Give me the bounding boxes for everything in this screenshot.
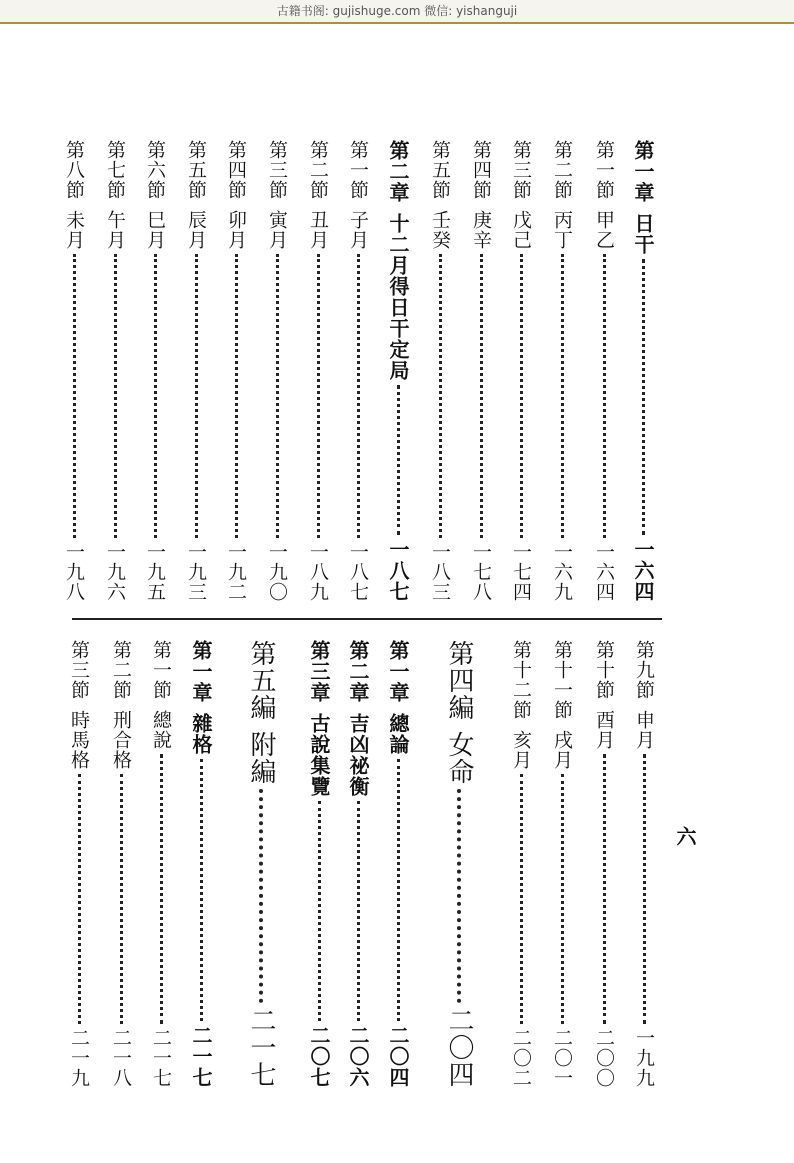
entry-section: 第七節 [104,140,126,200]
entry-page-number: 一八七 [386,539,410,602]
entry-page-number: 二〇二 [510,1028,532,1088]
entry-title: 總論 [386,713,410,755]
leader-dots [120,774,123,1024]
toc-bottom-entry [546,640,576,1088]
entry-page-number: 二〇四 [386,1025,410,1088]
entry-title: 附編 [246,731,276,785]
entry-title: 時馬格 [68,710,90,770]
toc-top-entry [546,140,576,602]
toc-bottom-entry [343,640,373,1088]
entry-title: 申月 [633,710,655,750]
toc-top-entry [505,140,535,602]
entry-page-number: 二〇〇 [593,1028,615,1088]
leader-dots [457,789,461,1003]
entry-title: 辰月 [185,210,207,250]
entry-page-number: 一九六 [104,542,126,602]
entry-page-number: 一九〇 [266,542,288,602]
entry-page-number: 一七八 [470,542,492,602]
entry-title: 丙丁 [551,210,573,250]
entry-page-number: 二一七 [189,1025,213,1088]
leader-dots [235,254,238,538]
entry-title: 吉凶祕衡 [346,713,370,797]
entry-section: 第十節 [593,640,615,700]
leader-dots [397,385,400,535]
entry-title: 酉月 [593,710,615,750]
leader-dots [603,254,606,538]
entry-section: 第二章 [386,140,410,203]
entry-section: 第三章 [307,640,331,703]
entry-title: 壬癸 [429,210,451,250]
toc-top-entry [302,140,332,602]
entry-title: 寅月 [266,210,288,250]
entry-section: 第一章 [189,640,213,703]
entry-section: 第十一節 [551,640,573,720]
toc-bottom-entry [383,640,413,1088]
entry-title: 女命 [444,731,474,785]
entry-title: 巳月 [144,210,166,250]
entry-section: 第八節 [63,140,85,200]
leader-dots [154,254,157,538]
entry-page-number: 二〇一 [551,1028,573,1088]
leader-dots [520,254,523,538]
entry-section: 第三節 [68,640,90,700]
leader-dots [114,254,117,538]
leader-dots [276,254,279,538]
entry-page-number: 一九二 [225,542,247,602]
toc-bottom-entry [442,640,478,1088]
entry-page-number: 二一七 [150,1028,172,1088]
entry-page-number: 一七四 [510,542,532,602]
entry-section: 第三節 [266,140,288,200]
toc-bottom-entry [105,640,135,1088]
site-banner-text: 古籍书阁: gujishuge.com 微信: yishanguji [276,4,518,18]
entry-section: 第一節 [347,140,369,200]
entry-section: 第四節 [225,140,247,200]
entry-title: 亥月 [510,730,532,770]
leader-dots [520,774,523,1024]
toc-bottom-entry [505,640,535,1088]
entry-page-number: 二一九 [68,1028,90,1088]
entry-section: 第一章 [386,640,410,703]
entry-section: 第二節 [551,140,573,200]
entry-title: 丑月 [307,210,329,250]
toc-top-entry [424,140,454,602]
toc-top-entry [383,140,413,602]
entry-page-number: 一九八 [63,542,85,602]
leader-dots [397,759,400,1021]
entry-section: 第一節 [593,140,615,200]
leader-dots [357,254,360,538]
toc-top-entry [465,140,495,602]
toc-top-entry [99,140,129,602]
entry-page-number: 二一八 [110,1028,132,1088]
leader-dots [200,759,203,1021]
entry-section: 第一節 [150,640,172,700]
toc-bottom-entry [588,640,618,1088]
toc-bottom-entry [304,640,334,1088]
entry-page-number: 二一七 [246,1007,276,1088]
entry-title: 子月 [347,210,369,250]
entry-page-number: 一六九 [551,542,573,602]
toc-bottom-entry [244,640,280,1088]
leader-dots [317,254,320,538]
entry-page-number: 一九三 [185,542,207,602]
toc-top-entry [58,140,88,602]
toc-bottom-entry [145,640,175,1088]
entry-section: 第五編 [246,640,276,721]
entry-page-number: 一八九 [307,542,329,602]
leader-dots [642,259,645,535]
entry-page-number: 一八三 [429,542,451,602]
entry-section: 第十二節 [510,640,532,720]
section-divider [72,618,662,620]
entry-title: 卯月 [225,210,247,250]
entry-section: 第五節 [185,140,207,200]
entry-page-number: 二〇四 [444,1007,474,1088]
page-number: 六 [673,826,697,846]
leader-dots [643,754,646,1024]
entry-title: 日干 [631,213,655,255]
entry-title: 總說 [150,710,172,750]
entry-title: 刑合格 [110,710,132,770]
toc-top-entry [180,140,210,602]
leader-dots [603,754,606,1024]
toc-top-entry [261,140,291,602]
entry-title: 十二月得日干定局 [386,213,410,381]
toc-top-entry [588,140,618,602]
entry-title: 戌月 [551,730,573,770]
entry-section: 第一章 [631,140,655,203]
leader-dots [160,754,163,1024]
leader-dots [73,254,76,538]
entry-title: 未月 [63,210,85,250]
entry-title: 古說集覽 [307,713,331,797]
leader-dots [357,801,360,1021]
toc-top-entry [342,140,372,602]
entry-section: 第四節 [470,140,492,200]
entry-section: 第三節 [510,140,532,200]
entry-section: 第五節 [429,140,451,200]
toc-bottom-entry [186,640,216,1088]
toc-top-entry [628,140,658,602]
leader-dots [561,254,564,538]
leader-dots [439,254,442,538]
leader-dots [480,254,483,538]
toc-top-entry [220,140,250,602]
entry-page-number: 一九九 [633,1028,655,1088]
entry-page-number: 一九五 [144,542,166,602]
toc-bottom-entry [63,640,93,1088]
entry-section: 第二章 [346,640,370,703]
entry-title: 戊己 [510,210,532,250]
entry-title: 雜格 [189,713,213,755]
entry-title: 午月 [104,210,126,250]
entry-section: 第二節 [307,140,329,200]
leader-dots [259,789,263,1003]
entry-page-number: 二〇七 [307,1025,331,1088]
leader-dots [78,774,81,1024]
site-banner [0,0,794,24]
entry-page-number: 一六四 [593,542,615,602]
entry-title: 甲乙 [593,210,615,250]
entry-section: 第二節 [110,640,132,700]
leader-dots [561,774,564,1024]
entry-page-number: 一六四 [631,539,655,602]
entry-section: 第四編 [444,640,474,721]
toc-top-entry [139,140,169,602]
entry-page-number: 二〇六 [346,1025,370,1088]
entry-title: 庚辛 [470,210,492,250]
leader-dots [318,801,321,1021]
leader-dots [195,254,198,538]
toc-bottom-entry [628,640,658,1088]
entry-page-number: 一八七 [347,542,369,602]
entry-section: 第六節 [144,140,166,200]
entry-section: 第九節 [633,640,655,700]
